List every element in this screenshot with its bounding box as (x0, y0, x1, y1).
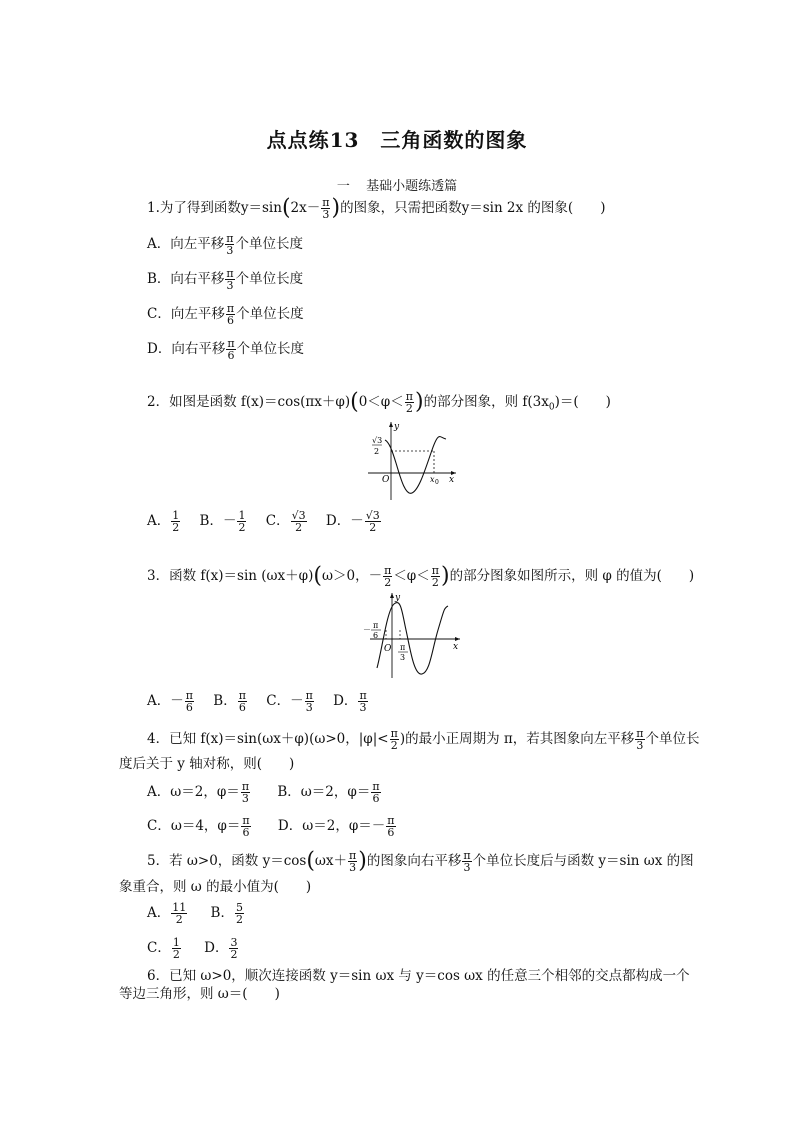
denominator: 3 (241, 792, 249, 805)
q1-option-c[interactable] (147, 303, 304, 326)
option-label: A．ω＝2，φ＝ (147, 784, 240, 800)
numerator: π (226, 267, 234, 280)
numerator: π (372, 780, 380, 793)
denominator: 2 (230, 948, 238, 961)
x-label: x (453, 642, 459, 652)
option-sign: － (350, 513, 364, 529)
fraction (171, 902, 187, 925)
numerator: π (242, 814, 250, 827)
numerator: π (322, 196, 330, 209)
option-label: C．ω＝4，φ＝ (147, 818, 241, 834)
denominator: 2 (390, 739, 398, 752)
q3-stem-start: 3．函数 f(x)＝sin (ωx＋φ) (147, 568, 314, 584)
denominator: 2 (175, 913, 183, 926)
denominator: 3 (226, 279, 234, 292)
x-label: x (449, 475, 455, 485)
numerator: 1 (238, 509, 246, 522)
section-number: 一 (336, 179, 350, 194)
numerator: 1 (172, 936, 180, 949)
fraction (383, 565, 392, 588)
option-label: C． (266, 693, 291, 709)
question-6-line2: 等边三角形，则 ω＝( ) (119, 986, 280, 1002)
fraction (371, 781, 380, 804)
q5-stem-mid: 的图象向右平移 (366, 853, 462, 869)
paren-left: ( (350, 389, 359, 415)
numerator: π (241, 780, 250, 793)
denominator: 6 (226, 314, 234, 327)
option-sign: － (170, 693, 184, 709)
denominator: 6 (372, 792, 380, 805)
denominator: 3 (463, 861, 471, 874)
sine-curve (377, 603, 448, 675)
q5-stem-line2: 象重合，则 ω 的最小值为( ) (119, 879, 312, 895)
q5-stem-start: 5．若 ω>0，函数 y＝cos (147, 853, 307, 869)
denominator: 6 (242, 826, 250, 839)
numerator: π (305, 689, 313, 702)
denominator: 3 (226, 244, 234, 257)
q2-condition: 0＜φ＜ (358, 394, 404, 410)
option-label: A． (147, 693, 171, 709)
denominator: 3 (349, 861, 357, 874)
option-label: B．向右平移 (147, 271, 225, 287)
option-label: C． (147, 940, 171, 956)
q5-stem-end: 个单位长度后与函数 y＝sin ωx 的图 (472, 853, 694, 869)
option-tail: 个单位长度 (236, 306, 304, 322)
option-tail: 个单位长度 (235, 236, 303, 252)
q2-stem-start: 2．如图是函数 f(x)＝cos(πx＋φ) (147, 394, 351, 410)
q4-stem-start: 4．已知 f(x)＝sin(ωx＋φ)(ω>0，|φ|< (147, 731, 389, 747)
q1-inner: 2x－ (290, 200, 321, 216)
y-label: y (394, 422, 400, 432)
q4-option-a[interactable] (147, 780, 251, 805)
y-axis-arrow (389, 422, 393, 427)
numerator: π (238, 689, 246, 702)
numerator: π (349, 849, 357, 862)
question-5-stem (147, 850, 694, 873)
q3-option-d[interactable] (333, 689, 369, 714)
fraction (241, 815, 250, 838)
origin-label: O (382, 475, 390, 485)
numerator: 3 (230, 936, 238, 949)
denominator: 3 (322, 208, 330, 221)
fraction (235, 902, 244, 925)
q4-option-b[interactable] (277, 780, 381, 805)
option-label: D．ω＝2，φ＝ (277, 818, 372, 834)
fraction (321, 197, 330, 220)
numerator: π (463, 849, 471, 862)
denominator: 2 (235, 913, 243, 926)
fraction (241, 781, 250, 804)
q4-options-row2 (147, 815, 397, 838)
q4-stem-line2: 度后关于 y 轴对称，则( ) (119, 756, 295, 772)
section-label: 基础小题练透篇 (366, 179, 458, 194)
numerator: π (390, 727, 398, 740)
denominator: 6 (227, 349, 235, 362)
q2-options (147, 510, 382, 533)
q3-condition: ω＞0，－ (321, 568, 383, 584)
q3-stem-end: 的部分图象如图所示，则 φ 的值为( ) (449, 568, 695, 584)
option-tail: 个单位长度 (236, 341, 305, 357)
q4-option-d[interactable] (277, 814, 397, 839)
q1-stem-start: 1.为了得到函数y＝sin (147, 200, 282, 216)
option-label: C． (265, 513, 290, 529)
option-sign: － (371, 818, 386, 834)
question-2-stem (147, 391, 611, 417)
option-label: D． (333, 693, 358, 709)
denominator: 2 (431, 576, 439, 589)
q1-option-a[interactable] (147, 233, 303, 256)
option-label: D． (204, 940, 229, 956)
option-label: A． (147, 513, 171, 529)
q3-option-a[interactable] (147, 689, 195, 714)
numerator: π (227, 337, 235, 350)
fraction (238, 690, 247, 713)
fraction (226, 338, 235, 361)
denominator: 6 (185, 701, 193, 714)
numerator: π (226, 232, 234, 245)
question-1-stem (147, 197, 605, 220)
fraction (225, 268, 234, 291)
option-sign: － (290, 693, 304, 709)
numerator: π (384, 564, 392, 577)
denominator: 3 (636, 739, 644, 752)
numerator: π (431, 564, 439, 577)
x0-subscript: 0 (435, 479, 439, 486)
q5-option-c[interactable] (147, 936, 182, 961)
paren-left: ( (313, 563, 322, 589)
denominator: 3 (359, 701, 367, 714)
fraction (225, 233, 234, 256)
question-4-stem (147, 728, 700, 751)
paren-right: ) (331, 195, 341, 221)
pi-label: π (400, 643, 406, 652)
denominator: 6 (387, 826, 395, 839)
fraction (386, 815, 395, 838)
paren-right: ) (358, 848, 367, 874)
minus-sign: － (363, 625, 371, 634)
x0-label: x (430, 475, 435, 484)
fraction (237, 510, 246, 533)
fraction (635, 728, 644, 751)
fraction (172, 937, 181, 960)
denominator: 2 (369, 521, 377, 534)
fraction (358, 690, 367, 713)
numerator: π (185, 689, 193, 702)
denominator: 2 (172, 948, 180, 961)
q2-option-d[interactable] (325, 509, 382, 534)
page-title: 点点练13 三角函数的图象 (266, 128, 528, 152)
q5-inner: ωx＋ (314, 853, 348, 869)
numerator: 11 (172, 901, 187, 914)
q4-stem-end: 个单位长 (645, 731, 700, 747)
fraction (185, 690, 194, 713)
paren-left: ( (281, 195, 291, 221)
fraction (305, 690, 314, 713)
q3-option-c[interactable] (266, 689, 315, 714)
q5-options-row2 (147, 937, 239, 960)
six-label: 6 (373, 631, 379, 640)
option-label: D．向右平移 (147, 341, 226, 357)
fraction (229, 937, 238, 960)
q1-stem-end: 的图象，只需把函数y＝sin 2x 的图象( ) (340, 200, 606, 216)
numerator: π (359, 689, 367, 702)
option-label: A． (147, 905, 171, 921)
q2-stem-mid: 的部分图象，则 f(3x (423, 394, 549, 410)
q2-stem-end: )＝( ) (554, 394, 611, 410)
q1-option-b[interactable] (147, 268, 303, 291)
q2-graph (360, 418, 460, 502)
option-label: B．ω＝2，φ＝ (277, 784, 371, 800)
two-label: 2 (374, 447, 380, 456)
numerator: π (405, 390, 413, 403)
option-tail: 个单位长度 (235, 271, 304, 287)
numerator: π (226, 302, 235, 315)
q4-option-c[interactable] (147, 814, 252, 839)
option-label: A．向左平移 (147, 236, 225, 252)
subscript: 0 (548, 402, 555, 413)
x-axis-arrow (455, 637, 460, 641)
pi-label: π (373, 621, 379, 630)
denominator: 2 (172, 521, 180, 534)
q4-stem-mid: )的最小正周期为 π，若其图象向左平移 (399, 731, 635, 747)
fraction (405, 391, 414, 414)
numerator: π (387, 814, 395, 827)
option-label: D． (325, 513, 351, 529)
numerator: π (636, 727, 644, 740)
paren-right: ) (441, 563, 450, 589)
numerator: √3 (365, 509, 380, 522)
paren-left: ( (306, 848, 315, 874)
question-3-stem (147, 565, 694, 588)
q5-option-a[interactable] (147, 901, 188, 926)
q2-option-c[interactable] (265, 509, 308, 534)
q3-graph (360, 590, 462, 680)
y-label: y (395, 593, 401, 603)
denominator: 2 (295, 521, 303, 534)
y-axis-arrow (390, 593, 394, 598)
option-label: B． (199, 513, 223, 529)
option-label: B． (210, 905, 234, 921)
question-6-line1: 6．已知 ω>0，顺次连接函数 y＝sin ωx 与 y＝cos ωx 的任意三个相邻的交点都构成一个 (147, 968, 690, 984)
q3-options (147, 690, 369, 713)
denominator: 3 (305, 701, 313, 714)
q3-option-b[interactable] (213, 689, 248, 714)
denominator: 6 (238, 701, 246, 714)
fraction (348, 850, 357, 873)
q5-option-d[interactable] (204, 936, 239, 961)
q4-options-row1 (147, 781, 382, 804)
numerator: √3 (291, 509, 306, 522)
numerator: 5 (235, 901, 243, 914)
q5-option-b[interactable] (210, 901, 245, 926)
fraction (390, 728, 399, 751)
fraction (365, 510, 381, 533)
origin-label: O (384, 644, 392, 654)
fraction (171, 510, 180, 533)
denominator: 2 (238, 521, 246, 534)
q2-option-b[interactable] (199, 509, 248, 534)
q5-options-row1 (147, 902, 245, 925)
denominator: 2 (384, 576, 392, 589)
fraction (226, 303, 235, 326)
fraction (431, 565, 440, 588)
section-heading (0, 175, 794, 194)
sqrt3-label: √3 (372, 436, 383, 445)
q3-condition-mid: ＜φ＜ (393, 568, 430, 584)
option-sign: － (222, 513, 237, 529)
q2-option-a[interactable] (147, 509, 181, 534)
paren-right: ) (415, 389, 424, 415)
option-label: B． (213, 693, 237, 709)
numerator: 1 (172, 509, 180, 522)
denominator: 2 (405, 402, 413, 415)
q1-option-d[interactable] (147, 338, 304, 361)
fraction (291, 510, 307, 533)
option-label: C．向左平移 (147, 306, 225, 322)
three-label: 3 (400, 653, 406, 662)
fraction (462, 850, 471, 873)
